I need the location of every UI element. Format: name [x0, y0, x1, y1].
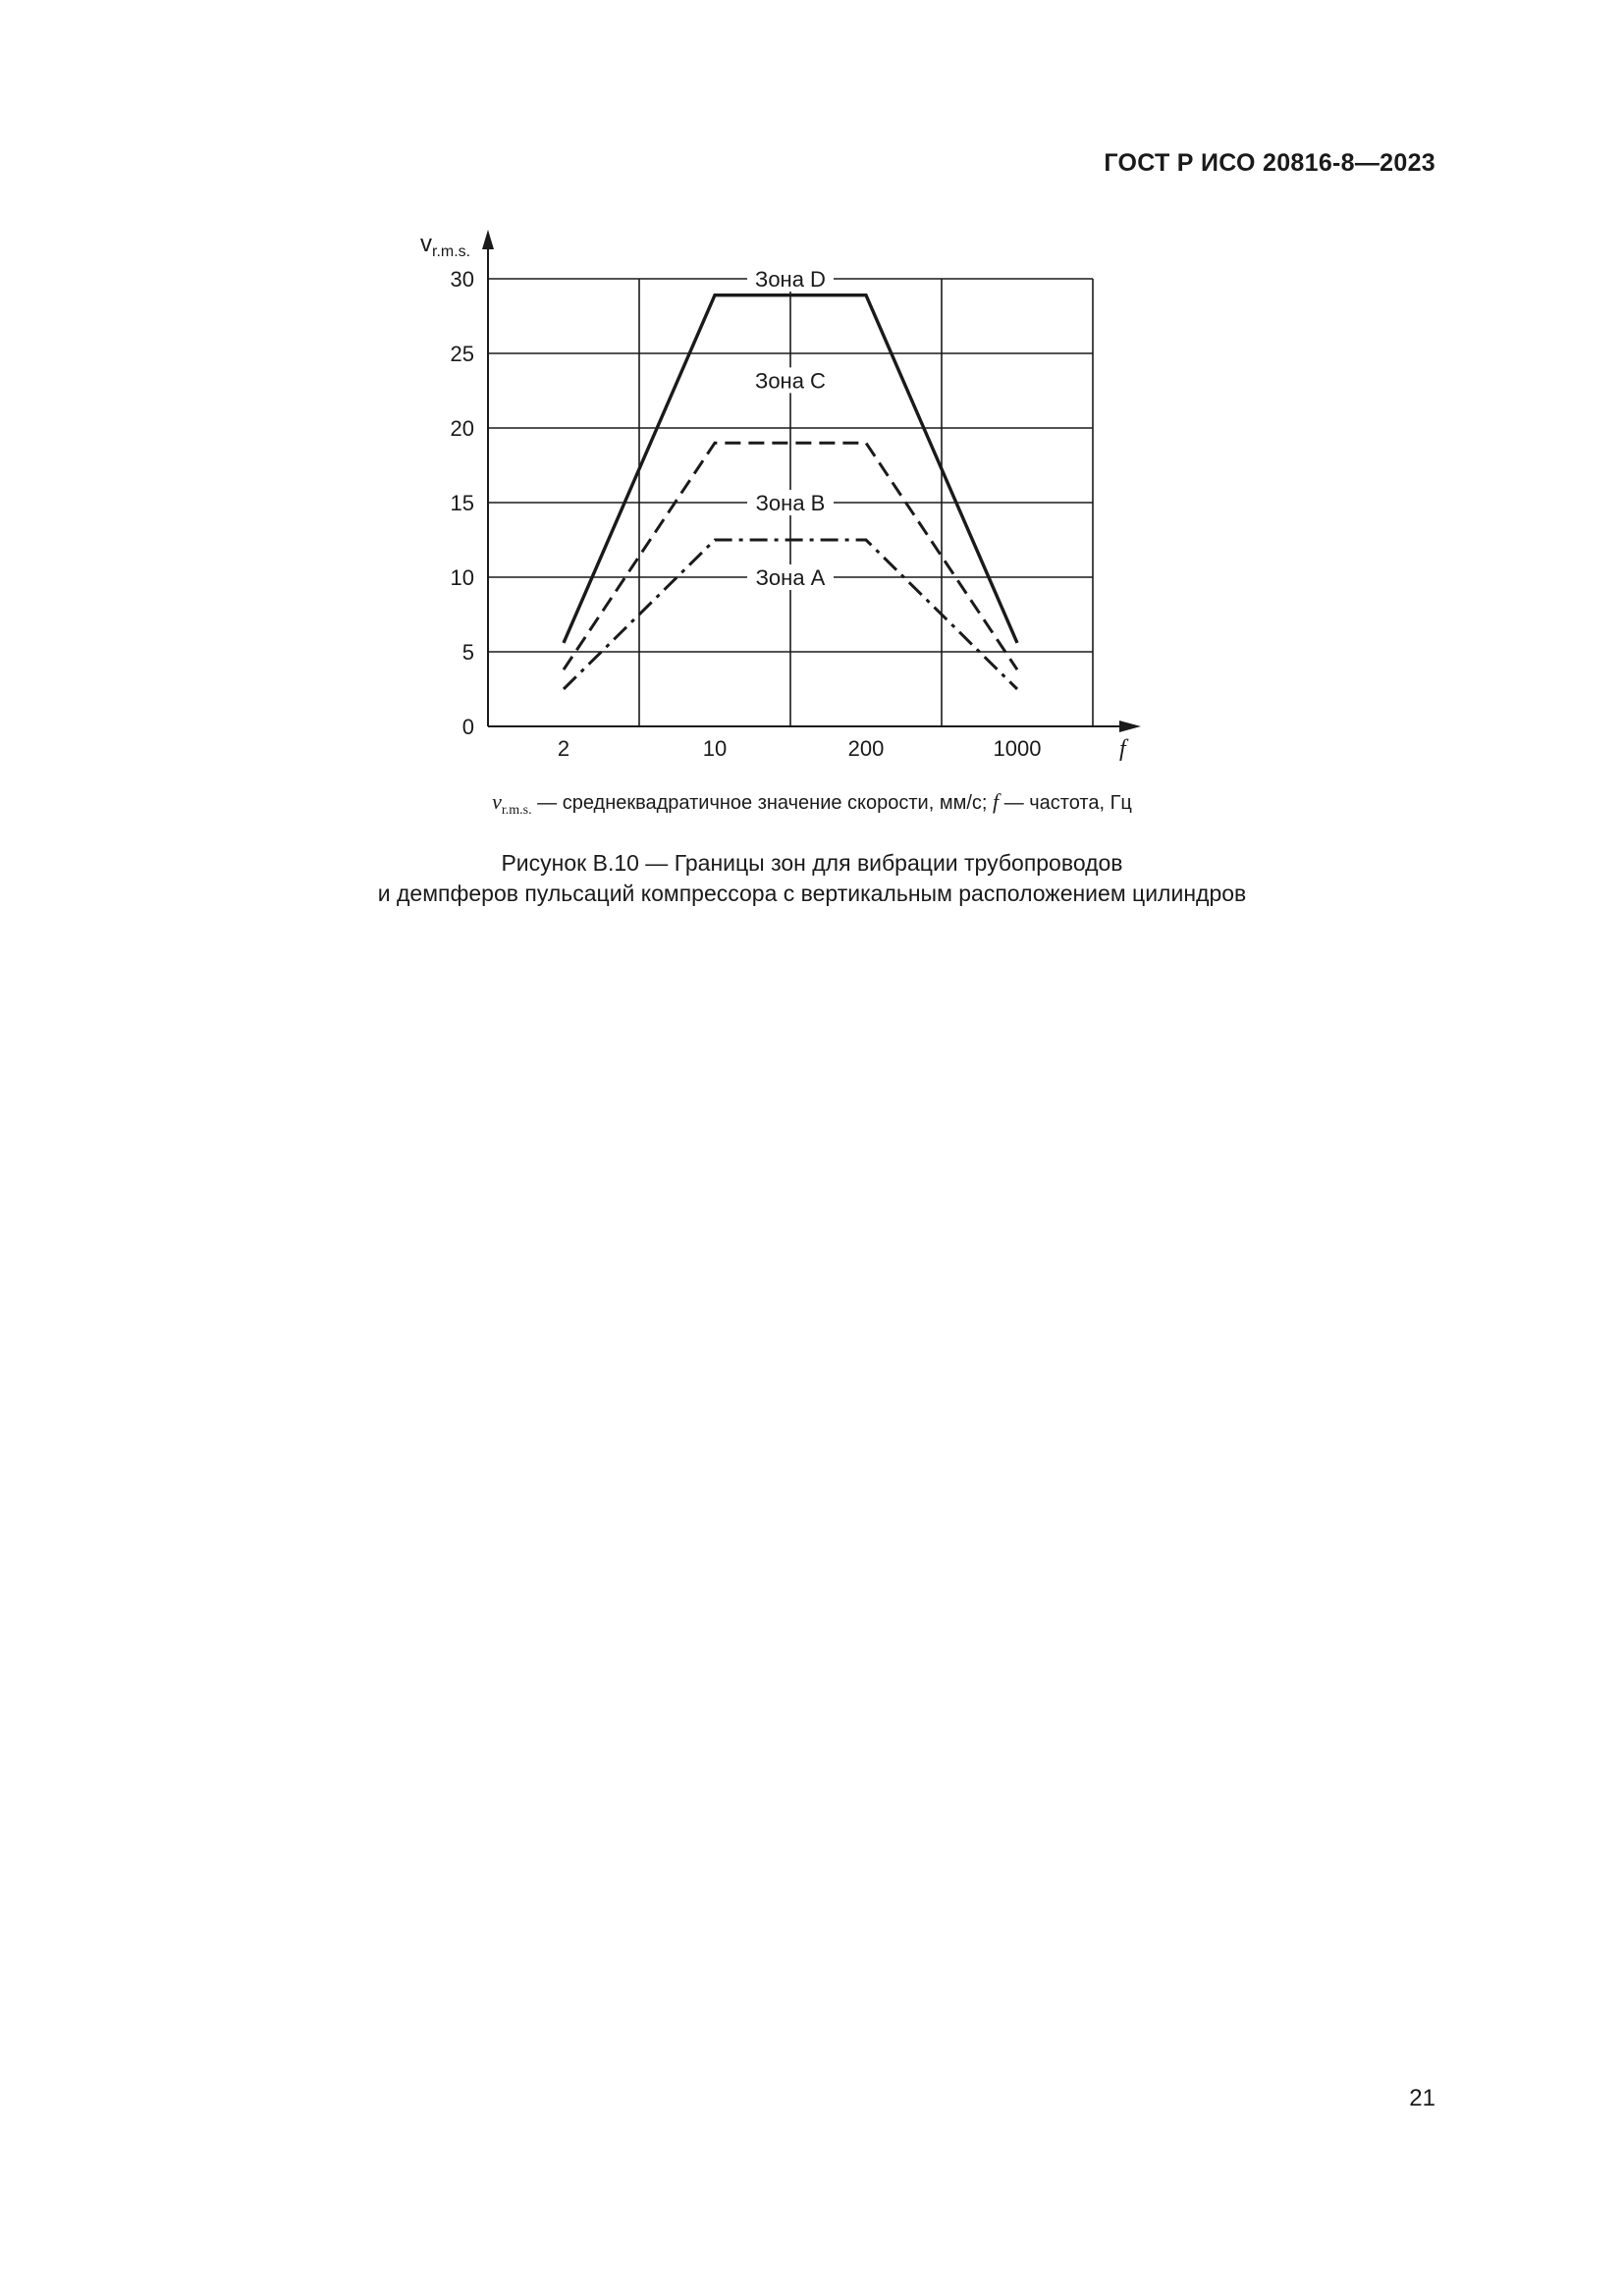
figure-legend [0, 789, 1624, 819]
x-tick-labels [558, 736, 1042, 761]
zone-label-2: Зона C [755, 368, 826, 394]
zone-label-4: Зона A [755, 565, 826, 590]
y-tick-label-0: 0 [461, 715, 474, 739]
figure-caption [0, 848, 1624, 909]
caption-line-1: Рисунок В.10 — Границы зон для вибрации трубопроводов [501, 850, 1123, 876]
y-tick-label-20: 20 [450, 416, 474, 441]
x-tick-label-1000: 1000 [993, 736, 1042, 761]
document-code: ГОСТ Р ИСО 20816-8—2023 [1104, 149, 1435, 177]
legend-v-subscript: r.m.s. [501, 803, 532, 818]
caption-line-2: и демпферов пульсаций компрессора с вертикальным расположением цилиндров [377, 881, 1247, 906]
zone-label-3: Зона B [755, 491, 826, 515]
y-tick-labels [451, 267, 474, 739]
y-axis-label: $v_{r.m.s.}$ [420, 231, 471, 260]
x-tick-label-200: 200 [847, 736, 885, 761]
legend-v-symbol: v [492, 789, 502, 814]
y-tick-label-25: 25 [450, 342, 474, 366]
x-axis-arrow [1119, 721, 1141, 732]
legend-f-symbol: f [993, 789, 1000, 814]
y-tick-label-5: 5 [461, 640, 474, 665]
legend-f-text: — частота, Гц [999, 792, 1132, 814]
y-tick-label-15: 15 [450, 491, 474, 515]
zone-chart [0, 0, 1624, 775]
chart-axes [482, 230, 1141, 732]
y-tick-label-10: 10 [450, 565, 474, 590]
x-axis-label: f [1119, 736, 1126, 762]
page-number: 21 [1409, 2085, 1435, 2111]
y-axis-arrow [482, 230, 494, 249]
y-tick-label-30: 30 [450, 267, 474, 292]
legend-v-text: — среднеквадратичное значение скорости, мм/с; [531, 792, 994, 814]
x-tick-label-10: 10 [702, 736, 728, 761]
x-tick-label-2: 2 [557, 736, 570, 761]
zone-label-1: Зона D [755, 267, 826, 292]
